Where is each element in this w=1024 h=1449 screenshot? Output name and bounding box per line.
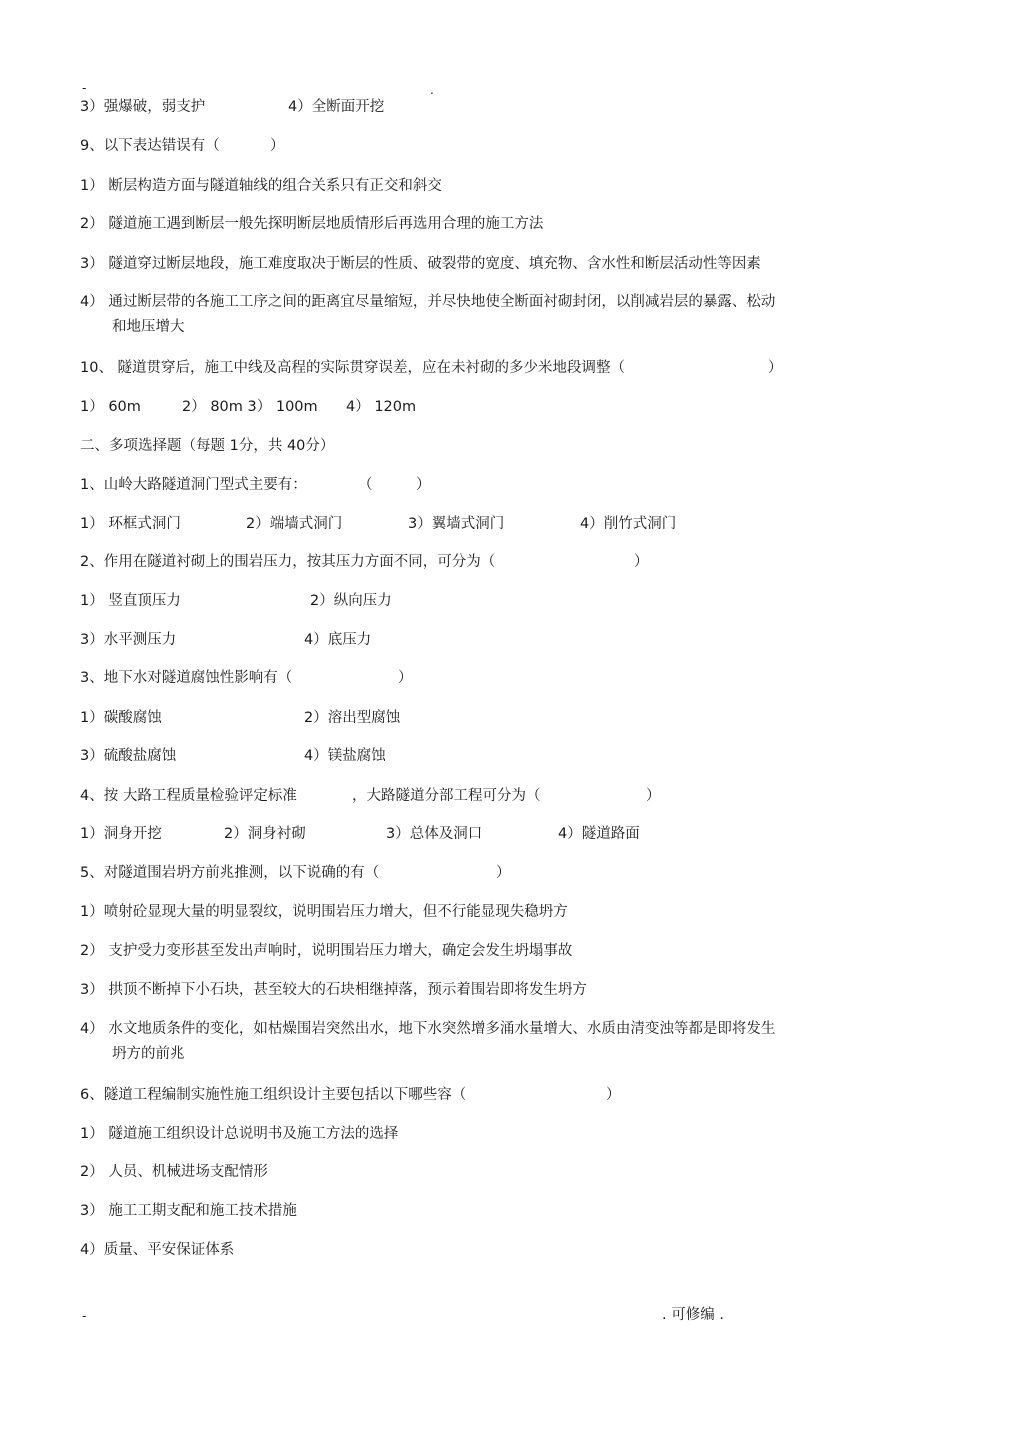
m2-stem: 2、作用在隧道衬砌上的围岩压力，按其压力方面不同，可分为（: [80, 554, 496, 570]
q9-option-2: 2） 隧道施工遇到断层一般先探明断层地质情形后再选用合理的施工方法: [80, 216, 544, 232]
q10-option-4: 4） 120m: [346, 399, 417, 415]
q9-option-3: 3） 隧道穿过断层地段，施工难度取决于断层的性质、破裂带的宽度、填充物、含水性和断层活动性等因素: [80, 256, 761, 272]
m6-option-3: 3） 施工工期支配和施工技术措施: [80, 1203, 297, 1219]
m5-option-2: 2） 支护受力变形甚至发出声响时，说明围岩压力增大，确定会发生坍塌事故: [80, 943, 573, 959]
m2-answer-close: ）: [634, 554, 649, 570]
q10-option-2-3: 2） 80m 3） 100m: [182, 399, 318, 415]
m1-option-4: 4）削竹式洞门: [580, 516, 677, 532]
header-right-mark: .: [430, 83, 434, 97]
m1-answer-open: （: [358, 477, 373, 493]
m1-option-1: 1） 环框式洞门: [80, 516, 181, 532]
m1-stem: 1、山岭大路隧道洞门型式主要有：: [80, 477, 307, 493]
m4-option-4: 4）隧道路面: [558, 826, 640, 842]
m1-option-3: 3）翼墙式洞门: [408, 516, 505, 532]
m4-stem-part2: ，大路隧道分部工程可分为（: [352, 788, 541, 804]
q9-option-4-line2: 和地压增大: [112, 319, 185, 335]
m5-answer-close: ）: [496, 865, 511, 881]
q8-option-4: 4）全断面开挖: [288, 99, 385, 115]
m4-option-2: 2）洞身衬砌: [224, 826, 306, 842]
m3-option-4: 4）镁盐腐蚀: [304, 748, 386, 764]
m5-option-1: 1）喷射砼显现大量的明显裂纹，说明围岩压力增大，但不行能显现失稳坍方: [80, 904, 568, 920]
m4-option-3: 3）总体及洞口: [386, 826, 483, 842]
m3-option-1: 1）碳酸腐蚀: [80, 710, 162, 726]
footer-left-mark: -: [82, 1309, 87, 1323]
q10-answer-close: ）: [768, 360, 783, 376]
m5-option-3: 3） 拱顶不断掉下小石块，甚至较大的石块相继掉落，预示着围岩即将发生坍方: [80, 982, 587, 998]
q9-option-4-line1: 4） 通过断层带的各施工工序之间的距离宜尽量缩短，并尽快地使全断面衬砌封闭，以削减岩层的暴露、松动: [80, 294, 776, 310]
footer-editable-note: . 可修编 .: [662, 1307, 724, 1323]
q9-stem: 9、以下表达错误有（: [80, 138, 220, 154]
m2-option-1: 1） 竖直顶压力: [80, 593, 181, 609]
m6-option-2: 2） 人员、机械进场支配情形: [80, 1164, 268, 1180]
m2-option-3: 3）水平测压力: [80, 632, 177, 648]
q9-option-1: 1） 断层构造方面与隧道轴线的组合关系只有正交和斜交: [80, 178, 442, 194]
m4-option-1: 1）洞身开挖: [80, 826, 162, 842]
m6-stem: 6、隧道工程编制实施性施工组织设计主要包括以下哪些容（: [80, 1087, 467, 1103]
m5-option-4-line1: 4） 水文地质条件的变化，如枯燥围岩突然出水，地下水突然增多涌水量增大、水质由清变浊等都是即将发生: [80, 1021, 776, 1037]
header-left-mark: -: [82, 81, 87, 95]
m4-answer-close: ）: [646, 788, 661, 804]
m3-answer-close: ）: [398, 670, 413, 686]
m4-stem-part1: 4、按 大路工程质量检验评定标准: [80, 788, 297, 804]
m3-option-2: 2）溶出型腐蚀: [304, 710, 401, 726]
m2-option-2: 2）纵向压力: [310, 593, 392, 609]
q9-answer-close: ）: [270, 138, 285, 154]
m1-option-2: 2）端墙式洞门: [246, 516, 343, 532]
section-2-title: 二、多项选择题（每题 1分，共 40分）: [80, 438, 335, 454]
m3-option-3: 3）硫酸盐腐蚀: [80, 748, 177, 764]
m6-option-4: 4）质量、平安保证体系: [80, 1242, 235, 1258]
m2-option-4: 4）底压力: [304, 632, 372, 648]
m6-option-1: 1） 隧道施工组织设计总说明书及施工方法的选择: [80, 1126, 399, 1142]
q8-option-3: 3）强爆破，弱支护: [80, 99, 206, 115]
m6-answer-close: ）: [606, 1087, 621, 1103]
m5-option-4-line2: 坍方的前兆: [112, 1046, 185, 1062]
m1-answer-close: ）: [416, 477, 431, 493]
m5-stem: 5、对隧道围岩坍方前兆推测，以下说确的有（: [80, 865, 380, 881]
m3-stem: 3、地下水对隧道腐蚀性影响有（: [80, 670, 293, 686]
q10-option-1: 1） 60m: [80, 399, 141, 415]
q10-stem: 10、 隧道贯穿后，施工中线及高程的实际贯穿误差，应在未衬砌的多少米地段调整（: [80, 360, 626, 376]
